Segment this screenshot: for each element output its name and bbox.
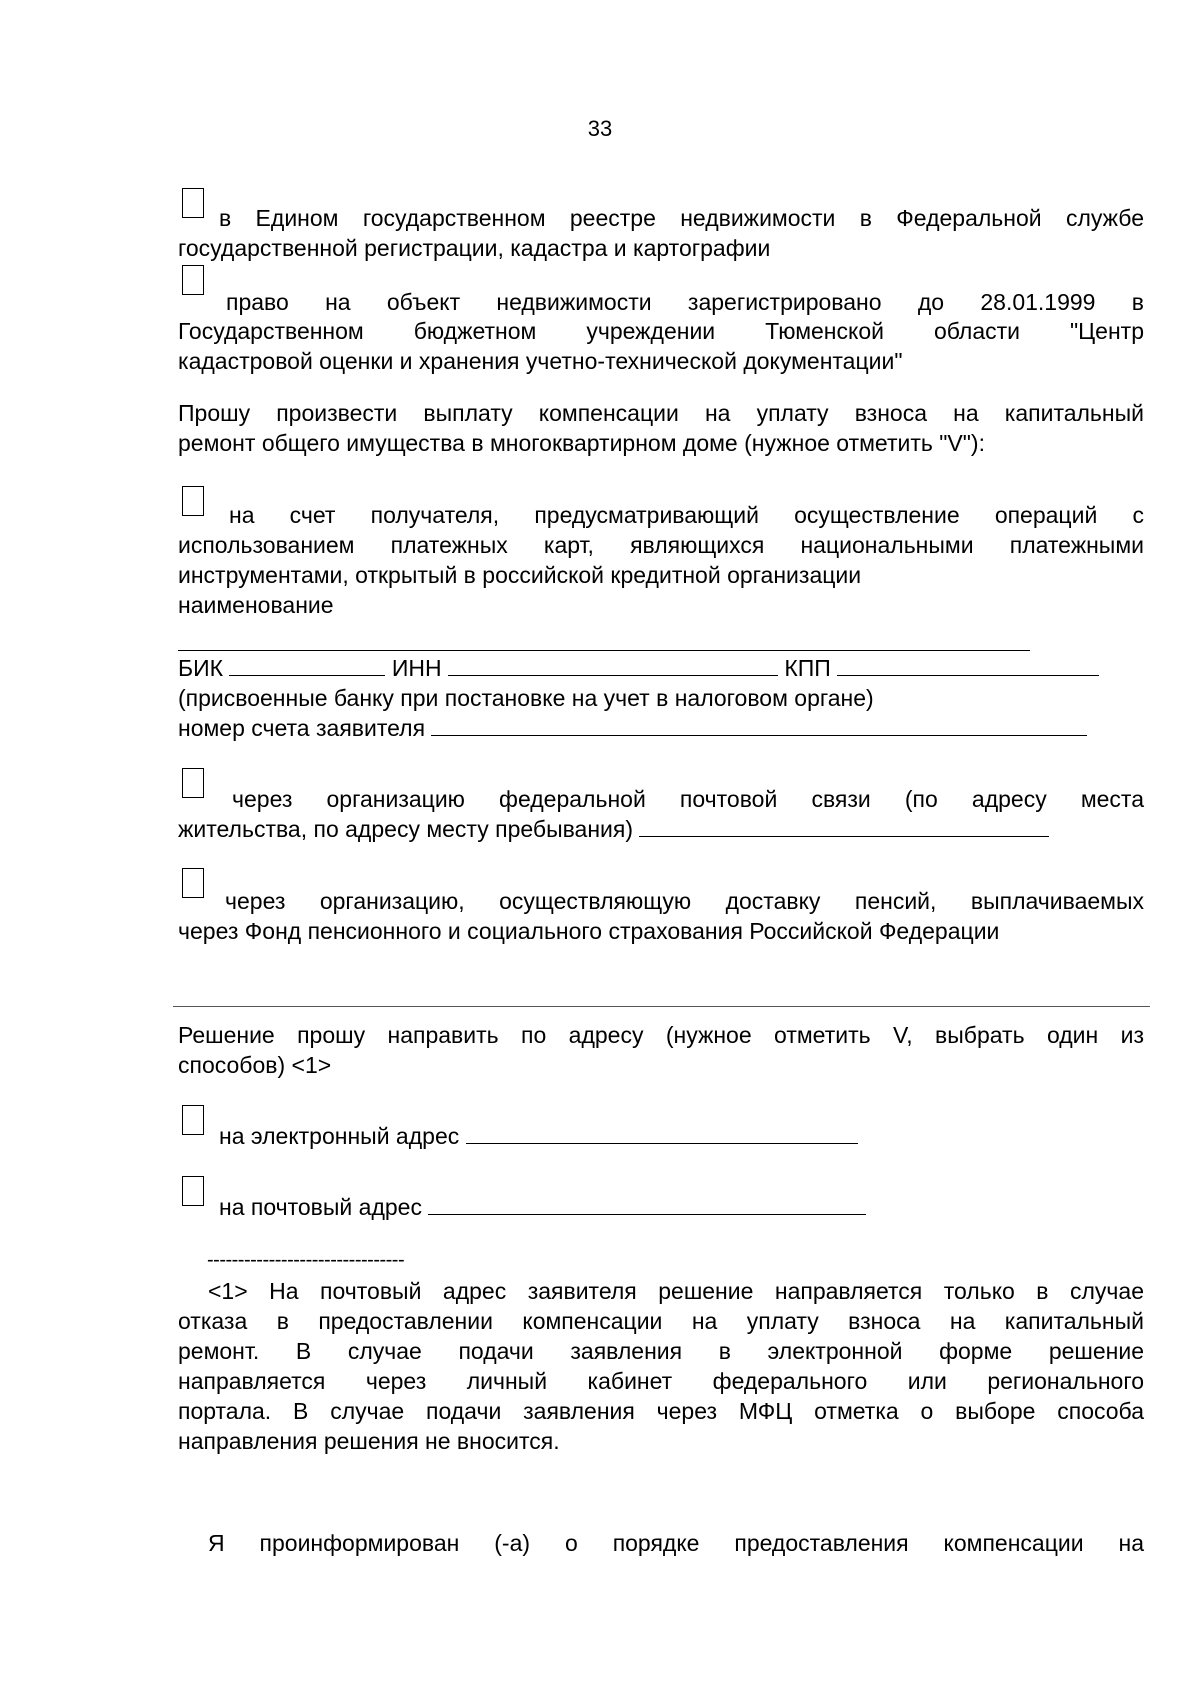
email-row — [219, 1121, 858, 1151]
account-row — [178, 713, 1087, 743]
pre1999-option-line2: Государственном бюджетном учреждении Тюменской области "Центр — [178, 318, 1144, 344]
post-option-row — [178, 814, 1049, 844]
email-address-field[interactable] — [466, 1121, 858, 1144]
bik-label: БИК — [178, 655, 224, 681]
decision-request-line1: Решение прошу направить по адресу (нужное отметить V, выбрать один из — [178, 1022, 1144, 1048]
account-number-field[interactable] — [431, 713, 1087, 736]
footnote-line4: направляется через личный кабинет федерального или регионального — [178, 1368, 1144, 1394]
payment-request-line1: Прошу произвести выплату компенсации на уплату взноса на капитальный — [178, 400, 1144, 426]
postal-row — [219, 1192, 866, 1222]
registry-option-line2: государственной регистрации, кадастра и картографии — [178, 235, 771, 261]
post-option-line2: жительства, по адресу месту пребывания) — [178, 816, 634, 842]
footnote-line6: направления решения не вносится. — [178, 1428, 560, 1454]
pre1999-option-line3: кадастровой оценки и хранения учетно-технической документации" — [178, 348, 903, 374]
email-checkbox[interactable] — [182, 1105, 204, 1135]
pre1999-option-line1: право на объект недвижимости зарегистрировано до 28.01.1999 в — [226, 289, 1144, 315]
registry-checkbox[interactable] — [182, 188, 204, 218]
bank-name-field[interactable] — [178, 650, 1030, 651]
footnote-line5: портала. В случае подачи заявления через МФЦ отметка о выборе способа — [178, 1398, 1144, 1424]
post-option-line1: через организацию федеральной почтовой связи (по адресу места — [232, 786, 1144, 812]
federal-post-checkbox[interactable] — [182, 768, 204, 798]
registry-option-line1: в Едином государственном реестре недвижимости в Федеральной службе — [219, 205, 1144, 231]
postal-checkbox[interactable] — [182, 1176, 204, 1206]
pension-option-line2: через Фонд пенсионного и социального страхования Российской Федерации — [178, 918, 1000, 944]
bank-account-checkbox[interactable] — [182, 486, 204, 516]
bank-option-line2: использованием платежных карт, являющихся национальными платежными — [178, 532, 1144, 558]
kpp-field[interactable] — [837, 653, 1099, 676]
postal-label: на почтовый адрес — [219, 1194, 422, 1220]
footnote-divider: -------------------------------- — [207, 1249, 405, 1271]
footnote-line1: <1> На почтовый адрес заявителя решение направляется только в случае — [208, 1278, 1144, 1304]
informed-statement-line1: Я проинформирован (-а) о порядке предоставления компенсации на — [208, 1530, 1144, 1556]
inn-field[interactable] — [448, 653, 778, 676]
footnote-line3: ремонт. В случае подачи заявления в электронной форме решение — [178, 1338, 1144, 1364]
page-number: 33 — [587, 116, 613, 141]
bank-details-row — [178, 653, 1099, 683]
payment-request-line2: ремонт общего имущества в многоквартирном доме (нужное отметить "V"): — [178, 430, 985, 456]
bik-field[interactable] — [229, 653, 385, 676]
account-label: номер счета заявителя — [178, 715, 426, 741]
postal-address-field[interactable] — [428, 1192, 866, 1215]
bank-name-label: наименование — [178, 592, 334, 618]
bank-option-line1: на счет получателя, предусматривающий осуществление операций с — [229, 502, 1144, 528]
bank-note: (присвоенные банку при постановке на учет в налоговом органе) — [178, 685, 874, 711]
section-divider — [173, 1006, 1150, 1007]
pension-option-line1: через организацию, осуществляющую доставку пенсий, выплачиваемых — [225, 888, 1144, 914]
pre1999-checkbox[interactable] — [182, 265, 204, 295]
bank-option-line3: инструментами, открытый в российской кредитной организации — [178, 562, 862, 588]
decision-request-line2: способов) <1> — [178, 1052, 332, 1078]
footnote-line2: отказа в предоставлении компенсации на уплату взноса на капитальный — [178, 1308, 1144, 1334]
inn-label: ИНН — [391, 655, 442, 681]
email-label: на электронный адрес — [219, 1123, 460, 1149]
kpp-label: КПП — [784, 655, 831, 681]
post-address-field[interactable] — [639, 814, 1049, 837]
pension-delivery-checkbox[interactable] — [182, 868, 204, 898]
